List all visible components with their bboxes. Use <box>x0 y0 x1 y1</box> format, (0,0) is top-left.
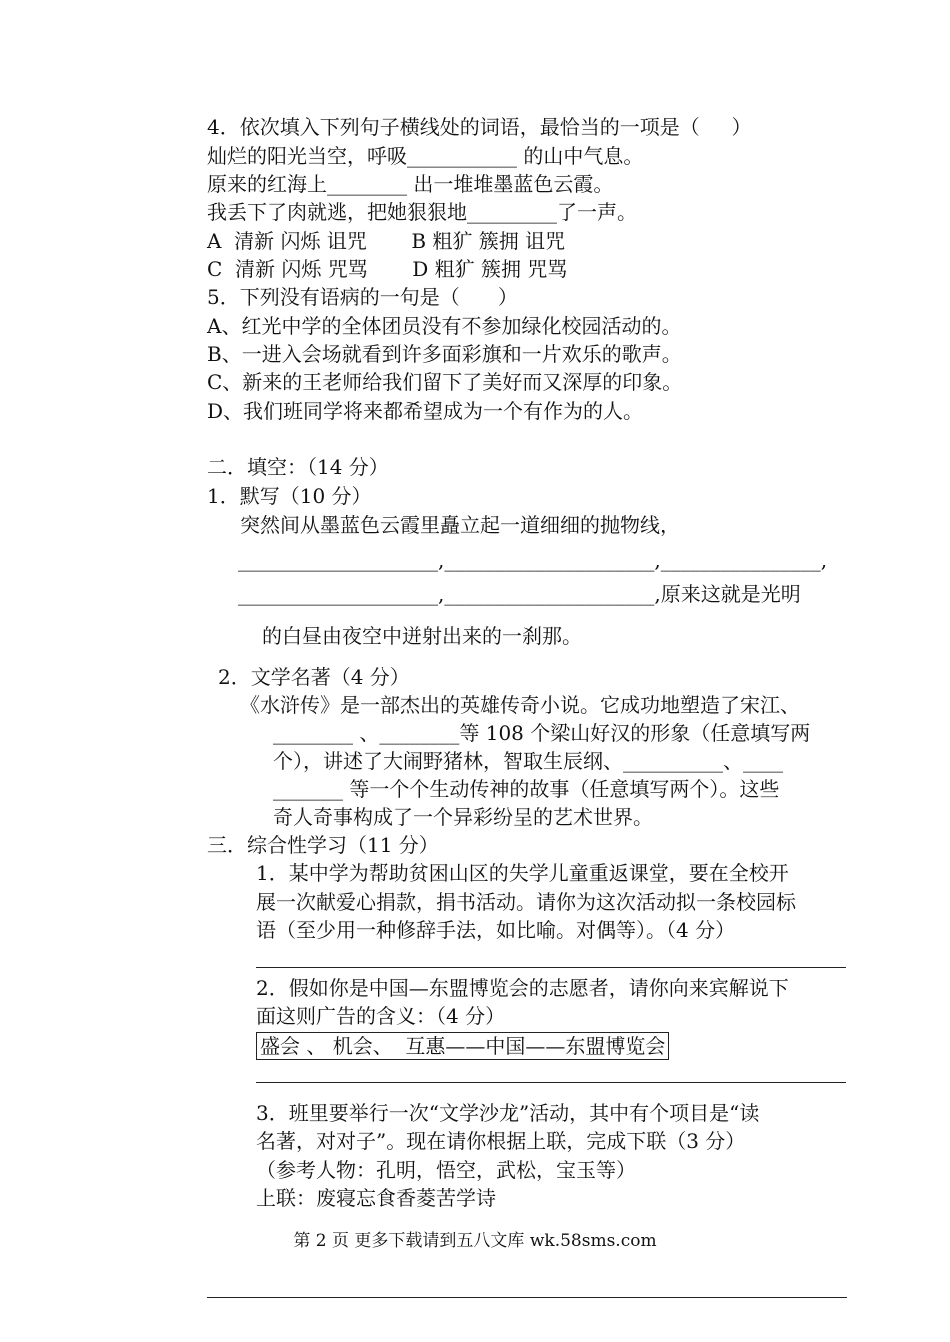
sec2-q2-line-4: _______ 等一个个生动传神的故事（任意填写两个）。这些 <box>273 777 780 801</box>
page-footer: 第 2 页 更多下载请到五八文库 wk.58sms.com <box>293 1231 657 1251</box>
footer-divider <box>207 1297 847 1298</box>
sec2-q2-line-2: ________ 、________等 108 个梁山好汉的形象（任意填写两 <box>273 721 811 745</box>
sec2-q1-line-4: 的白昼由夜空中迸射出来的一刹那。 <box>262 624 582 648</box>
sec3-q3-line-1: 3．班里要举行一次“文学沙龙”活动，其中有个项目是“读 <box>256 1101 760 1125</box>
q5-option-d: D、我们班同学将来都希望成为一个有作为的人。 <box>207 399 644 423</box>
q4-sentence-2: 原来的红海上________ 出一堆堆墨蓝色云霞。 <box>207 172 614 196</box>
section-2-heading: 二．填空：（14 分） <box>207 455 389 479</box>
sec3-q3-line-3: （参考人物：孔明，悟空，武松，宝玉等） <box>256 1158 636 1182</box>
sec2-q1-line-1: 突然间从墨蓝色云霞里矗立起一道细细的抛物线， <box>240 513 680 537</box>
sec3-q1-line-2: 展一次献爱心捐款，捐书活动。请你为这次活动拟一条校园标 <box>256 890 796 914</box>
sec2-q2-title: 2．文学名著（4 分） <box>218 665 410 689</box>
q5-option-c: C、新来的王老师给我们留下了美好而又深厚的印象。 <box>207 370 683 394</box>
sec3-q2-line-1: 2．假如你是中国—东盟博览会的志愿者，请你向来宾解说下 <box>256 976 789 1000</box>
sec3-q1-line-1: 1．某中学为帮助贫困山区的失学儿童重返课堂，要在全校开 <box>256 861 789 885</box>
sec2-q2-line-5: 奇人奇事构成了一个异彩纷呈的艺术世界。 <box>273 805 653 829</box>
advertisement-box: 盛会 、 机会、 互惠——中国——东盟博览会 <box>256 1032 669 1060</box>
section-3-heading: 三．综合性学习（11 分） <box>207 833 439 857</box>
sec2-q1-line-2: ____________________,_____________________,________________, <box>238 548 828 572</box>
sec2-q2-line-1: 《水浒传》是一部杰出的英雄传奇小说。它成功地塑造了宋江、 <box>240 693 800 717</box>
q5-stem: 5．下列没有语病的一句是（ ） <box>207 285 518 309</box>
sec2-q2-line-3: 个），讲述了大闹野猪林，智取生辰纲、__________、____ <box>273 749 783 773</box>
q4-sentence-1: 灿烂的阳光当空，呼吸___________ 的山中气息。 <box>207 144 644 168</box>
q4-sentence-3: 我丢下了肉就逃，把她狠狠地_________了一声。 <box>207 200 637 224</box>
answer-line-slogan <box>256 967 846 968</box>
sec3-q3-line-4: 上联：废寝忘食香菱苦学诗 <box>256 1186 496 1210</box>
q4-options-ab: A 清新 闪烁 诅咒 B 粗犷 簇拥 诅咒 <box>207 229 566 253</box>
sec3-q2-line-2: 面这则广告的含义：（4 分） <box>256 1004 506 1028</box>
q4-stem: 4．依次填入下列句子横线处的词语，最恰当的一项是（ ） <box>207 115 752 139</box>
sec2-q1-line-3: ____________________,_____________________,原来这就是光明 <box>238 582 801 606</box>
sec2-q1-title: 1．默写（10 分） <box>207 484 372 508</box>
q4-options-cd: C 清新 闪烁 咒骂 D 粗犷 簇拥 咒骂 <box>207 257 568 281</box>
sec3-q3-line-2: 名著，对对子”。现在请你根据上联，完成下联（3 分） <box>256 1129 746 1153</box>
q5-option-a: A、红光中学的全体团员没有不参加绿化校园活动的。 <box>207 314 682 338</box>
q5-option-b: B、一进入会场就看到许多面彩旗和一片欢乐的歌声。 <box>207 342 682 366</box>
sec3-q1-line-3: 语（至少用一种修辞手法，如比喻。对偶等）。（4 分） <box>256 918 736 942</box>
answer-line-ad <box>256 1082 846 1083</box>
